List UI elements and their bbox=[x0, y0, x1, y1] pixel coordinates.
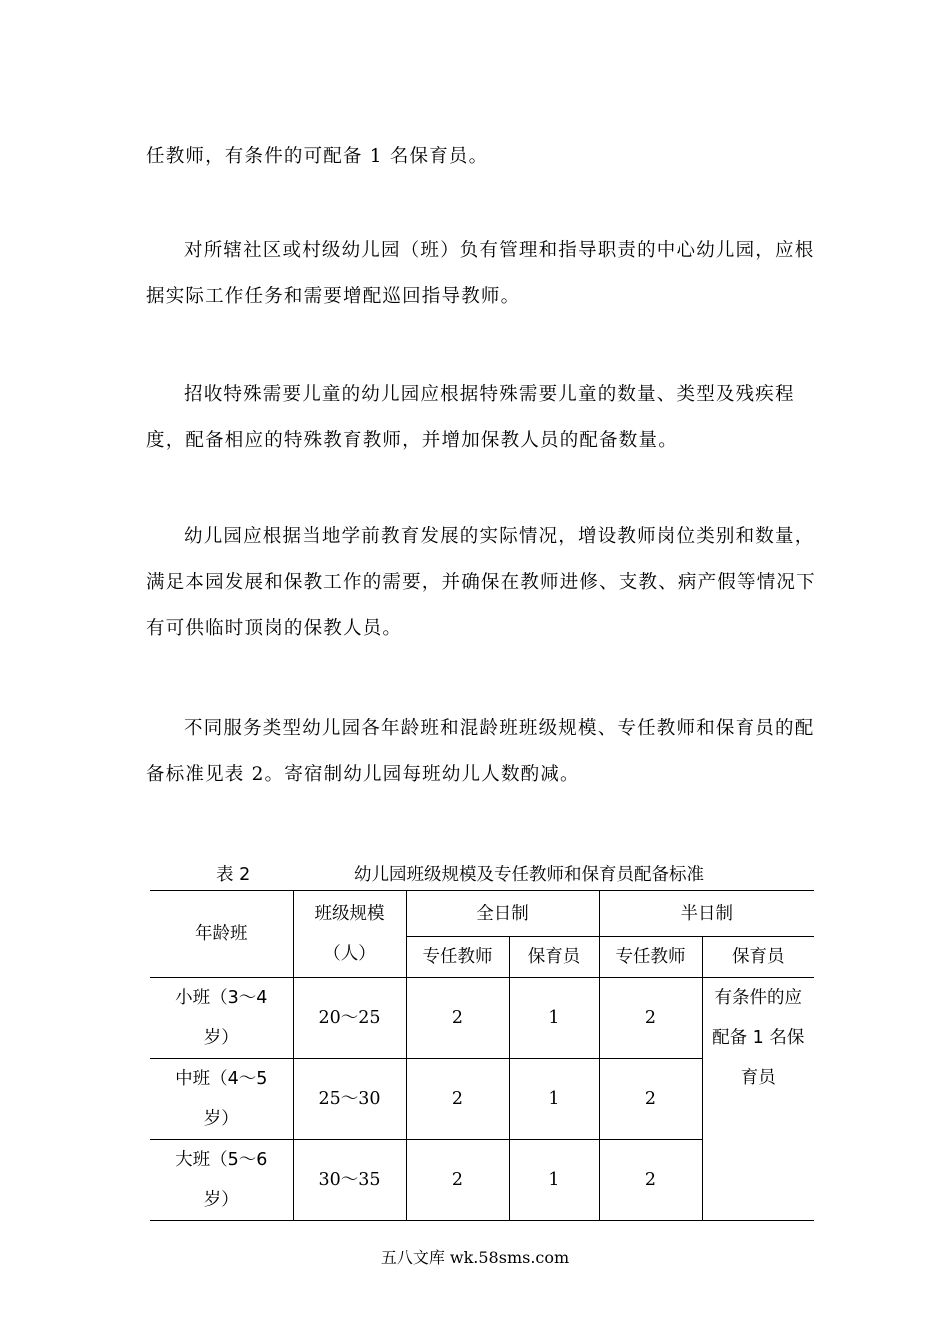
full-nurse-cell: 1 bbox=[509, 978, 599, 1059]
full-nurse-cell: 1 bbox=[509, 1059, 599, 1140]
half-teacher-cell: 2 bbox=[599, 1140, 702, 1221]
table-caption bbox=[150, 861, 814, 887]
staffing-standard-table bbox=[150, 890, 814, 1221]
paragraph: 任教师，有条件的可配备 1 名保育员。 bbox=[146, 146, 489, 167]
table-row bbox=[150, 978, 814, 1059]
age-cell: 大班（5～6岁） bbox=[150, 1140, 293, 1221]
paragraph: 招收特殊需要儿童的幼儿园应根据特殊需要儿童的数量、类型及残疾程度，配备相应的特殊教育教师，并增加保教人员的配备数量。 bbox=[146, 384, 795, 451]
full-teacher-cell: 2 bbox=[406, 1140, 509, 1221]
header-half-day: 半日制 bbox=[599, 891, 814, 937]
half-teacher-cell: 2 bbox=[599, 1059, 702, 1140]
table-label: 表 2 bbox=[216, 865, 251, 885]
age-cell: 小班（3～4岁） bbox=[150, 978, 293, 1059]
size-cell: 30～35 bbox=[293, 1140, 406, 1221]
footer-watermark: 五八文库 wk.58sms.com bbox=[380, 1248, 570, 1267]
paragraph: 不同服务类型幼儿园各年龄班和混龄班班级规模、专任教师和保育员的配备标准见表 2。寄宿制幼儿园每班幼儿人数酌减。 bbox=[146, 718, 815, 785]
table-title: 幼儿园班级规模及专任教师和保育员配备标准 bbox=[354, 865, 704, 885]
age-cell: 中班（4～5岁） bbox=[150, 1059, 293, 1140]
header-full-day: 全日制 bbox=[406, 891, 599, 937]
full-teacher-cell: 2 bbox=[406, 1059, 509, 1140]
paragraph: 幼儿园应根据当地学前教育发展的实际情况，增设教师岗位类别和数量，满足本园发展和保教工作的需要，并确保在教师进修、支教、病产假等情况下有可供临时顶岗的保教人员。 bbox=[146, 526, 816, 639]
full-teacher-cell: 2 bbox=[406, 978, 509, 1059]
header-half-teacher: 专任教师 bbox=[599, 937, 702, 978]
header-half-nurse: 保育员 bbox=[702, 937, 814, 978]
full-nurse-cell: 1 bbox=[509, 1140, 599, 1221]
header-age-class: 年龄班 bbox=[150, 891, 293, 978]
half-nurse-note-cell: 有条件的应配备 1 名保育员 bbox=[702, 978, 814, 1221]
header-full-teacher: 专任教师 bbox=[406, 937, 509, 978]
header-class-size: 班级规模（人） bbox=[293, 891, 406, 978]
header-full-nurse: 保育员 bbox=[509, 937, 599, 978]
half-teacher-cell: 2 bbox=[599, 978, 702, 1059]
size-cell: 25～30 bbox=[293, 1059, 406, 1140]
paragraph: 对所辖社区或村级幼儿园（班）负有管理和指导职责的中心幼儿园，应根据实际工作任务和需要增配巡回指导教师。 bbox=[146, 240, 815, 307]
size-cell: 20～25 bbox=[293, 978, 406, 1059]
